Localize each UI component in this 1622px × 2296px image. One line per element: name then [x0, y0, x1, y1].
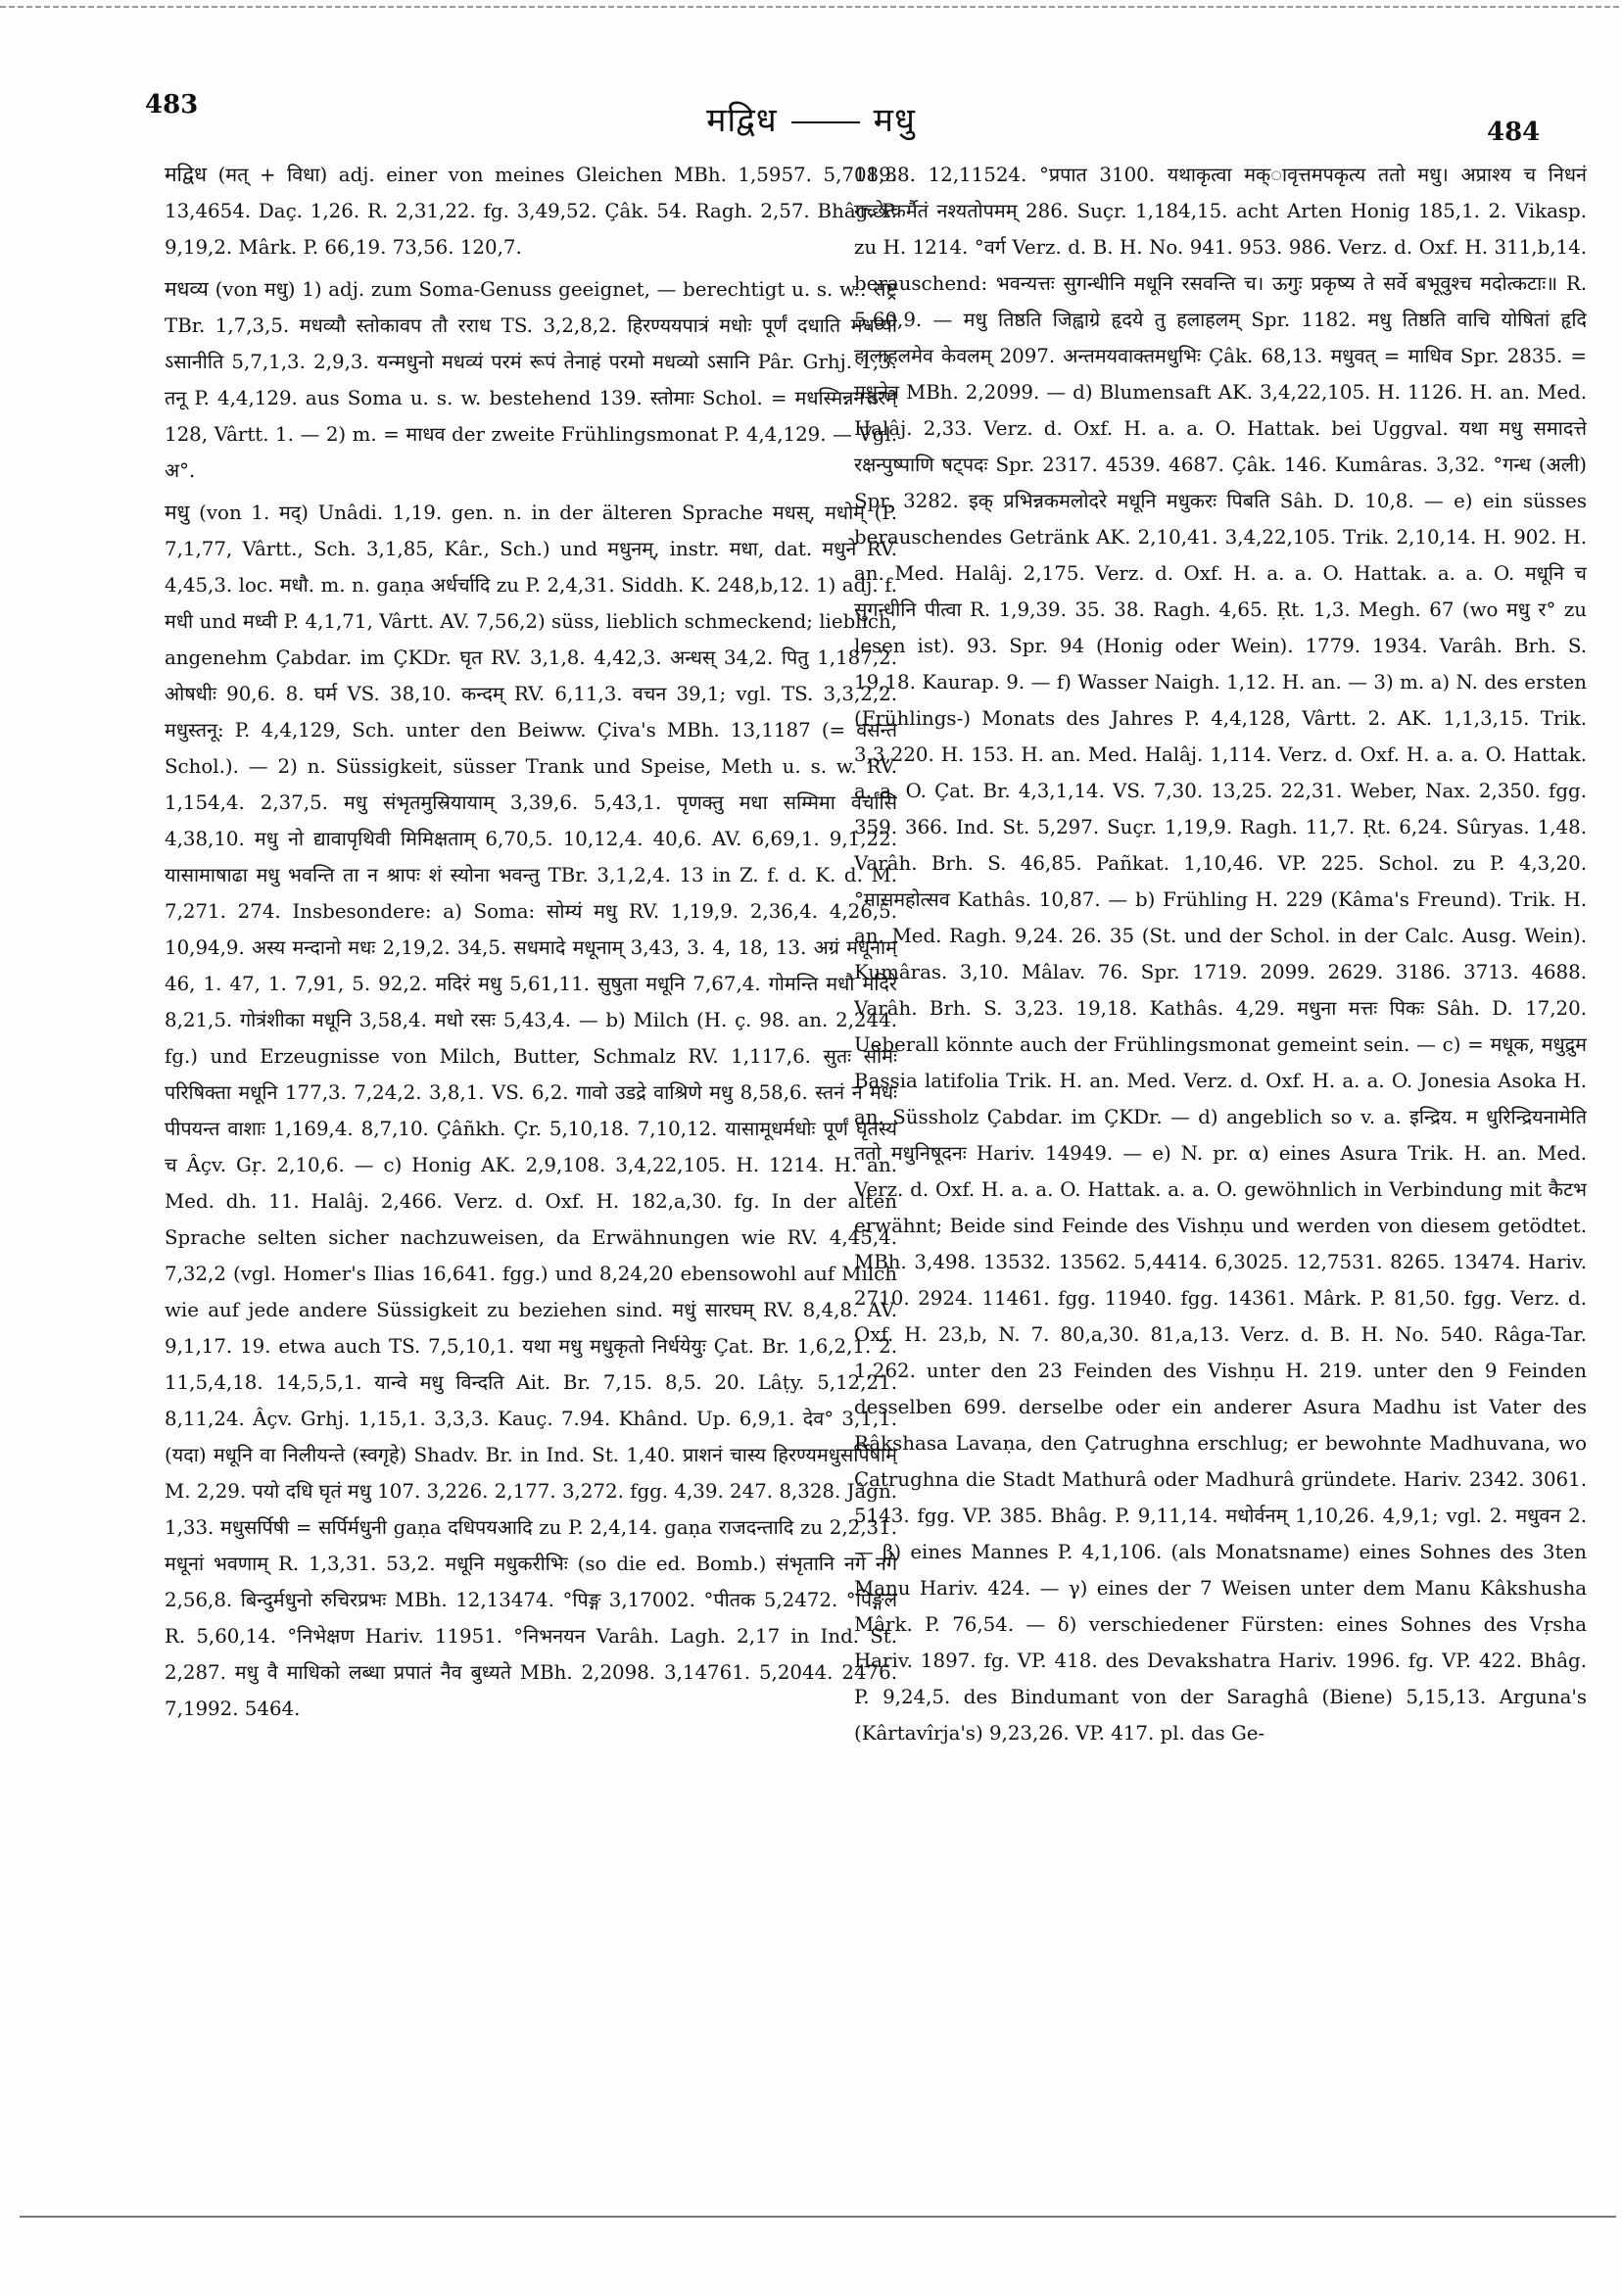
entry-headword: मद्विध	[165, 163, 207, 186]
entry-continuation	[854, 157, 1587, 1751]
page-number-right: 484	[1487, 118, 1541, 147]
entry	[165, 157, 897, 265]
page-number-left: 483	[145, 90, 199, 120]
right-column	[854, 157, 1587, 2204]
entry-text: (von मधु) 1) adj. zum Soma-Genuss geeignet, — berechtigt u. s. w.: राष्ट्र TBr. 1,7,3,5. मधव्यौ स्तोकावप तौ रराध TS. 3,2,8,2. हिरण्ययपात्रं मधोः पूर्णं दधाति मधव्यो ऽसानीति 5,7,1,3. 2,9,3. यन्मधुनो मधव्यं परमं रूपं तेनाहं परमो मधव्यो ऽसानि Pâr. Grhj. 1,3. तनू P. 4,4,129. aus Soma u. s. w. bestehend 139. स्तोमाः Schol. = मधस्मिन्ननत्तरम् 128, Vârtt. 1. — 2) m. = माधव der zweite Frühlingsmonat P. 4,4,129. — Vgl. अ°.	[165, 278, 897, 482]
entry-text: (von 1. मद्) Unâdi. 1,19. gen. n. in der älteren Sprache मधस्, मधोम् (P. 7,1,77, Vârtt., Sch. 3,1,85, Kâr., Sch.) und मधुनम्, instr. मधा, dat. मधुने RV. 4,45,3. loc. मधौ. m. n. gaṇa अर्धर्चादि zu P. 2,4,31. Siddh. K. 248,b,12. 1) adj. f. मधी und मध्वी P. 4,1,71, Vârtt. AV. 7,56,2) süss, lieblich schmeckend; lieblich, angenehm Çabdar. im ÇKDr. घृत RV. 3,1,8. 4,42,3. अन्धस् 34,2. पितु 1,187,2. ओषधीः 90,6. 8. घर्म VS. 38,10. कन्दम् RV. 6,11,3. वचन 39,1; vgl. TS. 3,3,2,2. मधुस्तनू: P. 4,4,129, Sch. unter den Beiww. Çiva's MBh. 13,1187 (= वसन्त Schol.). — 2) n. Süssigkeit, süsser Trank und Speise, Meth u. s. w. RV. 1,154,4. 2,37,5. मधु संभृतमुस्रियायाम् 3,39,6. 5,43,1. पृणक्तु मधा सम्मिमा वर्चांसि 4,38,10. मधु नो द्यावापृथिवी मिमिक्षताम् 6,70,5. 10,12,4. 40,6. AV. 6,69,1. 9,1,22. यासामाषाढा मधु भवन्ति ता न श्रापः शं स्योना भवन्तु TBr. 3,1,2,4. 13 in Z. f. d. K. d. M. 7,271. 274. Insbesondere: a) Soma: सोम्यं मधु RV. 1,19,9. 2,36,4. 4,26,5. 10,94,9. अस्य मन्दानो मधः 2,19,2. 34,5. सधमादे मधूनाम् 3,43, 3. 4, 18, 13. अग्रं मधूनाम् 46, 1. 47, 1. 7,91, 5. 92,2. मदिरं मधु 5,61,11. सुषुता मधूनि 7,67,4. गोमन्ति मधौ मदिरे 8,21,5. गोत्रंशीका मधूनि 3,58,4. मधो रसः 5,43,4. — b) Milch (H. ç. 98. an. 2,244. fg.) und Erzeugnisse von Milch, Butter, Schmalz RV. 1,117,6. सुतः सोमः परिषिक्ता मधूनि 177,3. 7,24,2. 3,8,1. VS. 6,2. गावो उडद्रे वाश्रिणे मधु 8,58,6. स्तनं न मधः पीपयन्त वाशाः 1,169,4. 8,7,10. Çâñkh. Çr. 5,10,18. 7,10,12. यासामूधर्मधोः पूर्णं घृतस्य च Âçv. Gṛ. 2,10,6. — c) Honig AK. 2,9,108. 3,4,22,105. H. 1214. H. an. Med. dh. 11. Halâj. 2,466. Verz. d. Oxf. H. 182,a,30. fg. In der alten Sprache selten sicher nachzuweisen, da Erwähnungen wie RV. 4,45,4. 7,32,2 (vgl. Homer's Ilias 16,641. fgg.) und 8,24,20 ebensowohl auf Milch wie auf jede andere Süssigkeit zu beziehen sind. मधुं सारघम् RV. 8,4,8. AV. 9,1,17. 19. etwa auch TS. 7,5,10,1. यथा मधु मधुकृतो निर्धयेयुः Çat. Br. 1,6,2,1. 2. 11,5,4,18. 14,5,5,1. यान्वे मधु विन्दति Ait. Br. 7,15. 8,5. 20. Lâṭy. 5,12,21. 8,11,24. Âçv. Grhj. 1,15,1. 3,3,3. Kauç. 7.94. Khând. Up. 6,9,1. देव° 3,1,1. (यदा) मधूनि वा निलीयन्ते (स्वगृहे) Shadv. Br. in Ind. St. 1,40. प्राशनं चास्य हिरण्यमधुसर्पिषाम् M. 2,29. पयो दधि घृतं मधु 107. 3,226. 2,177. 3,272. fgg. 4,39. 247. 8,328. Jâgn. 1,33. मधुसर्पिषी = सर्पिर्मधुनी gaṇa दधिपयआदि zu P. 2,4,14. gaṇa राजदन्तादि zu 2,2,31. मधूनां भवणाम् R. 1,3,31. 53,2. मधूनि मधुकरीभिः (so die ed. Bomb.) संभृतानि नगे नगे 2,56,8. बिन्दुर्मधुनो रुचिरप्रभः MBh. 12,13474. °पिङ्ग 3,17002. °पीतक 5,2472. °पिङ्गल R. 5,60,14. °निभेक्षण Hariv. 11951. °निभनयन Varâh. Lagh. 2,17 in Ind. St. 2,287. मधु वै माधिको लब्धा प्रपातं नैव बुध्यते MBh. 2,2098. 3,14761. 5,2044. 2476. 7,1992. 5464.	[165, 502, 897, 1720]
entry-headword: मधव्य	[165, 277, 209, 301]
header-right-word: मधु	[873, 101, 916, 140]
left-column	[165, 157, 897, 2204]
entry-text: 11,38. 12,11524. °प्रपात 3100. यथाकृत्वा मक्ावृत्तमपकृत्य ततो मधु। अप्राश्य च निधनं गच्छेत्कर्मैतं नश्यतोपमम् 286. Suçr. 1,184,15. acht Arten Honig 185,1. 2. Vikasp. zu H. 1214. °वर्ग Verz. d. B. H. No. 941. 953. 986. Verz. d. Oxf. H. 311,b,14. berauschend: भवन्यत्तः सुगन्धीनि मधूनि रसवन्ति च। ऊगुः प्रकृष्य ते सर्वे बभूवुश्च मदोत्कटाः॥ R. 5,60,9. — मधु तिष्ठति जिह्वाग्रे हृदये तु हलाहलम् Spr. 1182. मधु तिष्ठति वाचि योषितां हृदि हालाहलमेव केवलम् 2097. अन्तमयवाक्तमधुभिः Çâk. 68,13. मधुवत् = माधिव Spr. 2835. = मधुनेत्र MBh. 2,2099. — d) Blumensaft AK. 3,4,22,105. H. 1126. H. an. Med. Halâj. 2,33. Verz. d. Oxf. H. a. a. O. Hattak. bei Uggval. यथा मधु समादत्ते रक्षन्पुष्पाणि षट्पदः Spr. 2317. 4539. 4687. Çâk. 146. Kumâras. 3,32. °गन्ध (अली) Spr. 3282. इक् प्रभिन्नकमलोदरे मधूनि मधुकरः पिबति Sâh. D. 10,8. — e) ein süsses berauschendes Getränk AK. 2,10,41. 3,4,22,105. Trik. 2,10,14. H. 902. H. an. Med. Halâj. 2,175. Verz. d. Oxf. H. a. a. O. Hattak. a. a. O. मधूनि च सुगन्धीनि पीत्वा R. 1,9,39. 35. 38. Ragh. 4,65. Ṛt. 1,3. Megh. 67 (wo मधु र° zu lesen ist). 93. Spr. 94 (Honig oder Wein). 1779. 1934. Varâh. Brh. S. 19,18. Kaurap. 9. — f) Wasser Naigh. 1,12. H. an. — 3) m. a) N. des ersten (Frühlings-) Monats des Jahres P. 4,4,128, Vârtt. 2. AK. 1,1,3,15. Trik. 3,3,220. H. 153. H. an. Med. Halâj. 1,114. Verz. d. Oxf. H. a. a. O. Hattak. a. a. O. Çat. Br. 4,3,1,14. VS. 7,30. 13,25. 22,31. Weber, Nax. 2,350. fgg. 359. 366. Ind. St. 5,297. Suçr. 1,19,9. Ragh. 11,7. Ṛt. 6,24. Sûryas. 1,48. Varâh. Brh. S. 46,85. Pañkat. 1,10,46. VP. 225. Schol. zu P. 4,3,20. °मासमहोत्सव Kathâs. 10,87. — b) Frühling H. 229 (Kâma's Freund). Trik. H. an. Med. Ragh. 9,24. 26. 35 (St. und der Schol. in der Calc. Ausg. Wein). Kumâras. 3,10. Mâlav. 76. Spr. 1719. 2099. 2629. 3186. 3713. 4688. Varâh. Brh. S. 3,23. 19,18. Kathâs. 4,29. मधुना मत्तः पिकः Sâh. D. 17,20. Ueberall könnte auch der Frühlingsmonat gemeint sein. — c) = मधूक, मधुद्रुम Bassia latifolia Trik. H. an. Med. Verz. d. Oxf. H. a. a. O. Jonesia Asoka H. an. Süssholz Çabdar. im ÇKDr. — d) angeblich so v. a. इन्द्रिय. म धुरिन्द्रियनामेति ततो मधुनिषूदनः Hariv. 14949. — e) N. pr. α) eines Asura Trik. H. an. Med. Verz. d. Oxf. H. a. a. O. Hattak. a. a. O. gewöhnlich in Verbindung mit कैटभ erwähnt; Beide sind Feinde des Vishṇu und werden von diesem getödtet. MBh. 3,498. 13532. 13562. 5,4414. 6,3025. 12,7531. 8265. 13474. Hariv. 2710. 2924. 11461. fgg. 11940. fgg. 14361. Mârk. P. 81,50. fgg. Verz. d. Oxf. H. 23,b, N. 7. 80,a,30. 81,a,13. Verz. d. B. H. No. 540. Râga-Tar. 1,262. unter den 23 Feinden des Vishṇu H. 219. unter den 9 Feinden desselben 699. derselbe oder ein anderer Asura Madhu ist Vater des Râkshasa Lavaṇa, den Çatrughna erschlug; er bewohnte Madhuvana, wo Çatrughna die Stadt Mathurâ oder Madhurâ gründete. Hariv. 2342. 3061. 5143. fgg. VP. 385. Bhâg. P. 9,11,14. मधोर्वनम् 1,10,26. 4,9,1; vgl. 2. मधुवन 2. — β) eines Mannes P. 4,1,106. (als Monatsname) eines Sohnes des 3ten Manu Hariv. 424. — γ) eines der 7 Weisen unter dem Manu Kâkshusha Mârk. P. 76,54. — δ) verschiedener Fürsten: eines Sohnes des Vṛsha Hariv. 1897. fg. VP. 418. des Devakshatra Hariv. 1996. fg. VP. 422. Bhâg. P. 9,24,5. des Bindumant von der Saraghâ (Biene) 5,15,13. Arguna's (Kârtavîrja's) 9,23,26. VP. 417. pl. das Ge-	[854, 164, 1587, 1745]
entry	[165, 495, 897, 1727]
bottom-rule	[20, 2216, 1616, 2218]
header-left-word: मद्विध	[706, 101, 778, 140]
entry-headword: मधु	[165, 501, 190, 524]
running-header	[588, 96, 1034, 141]
entry-text: (मत् + विधा) adj. einer von meines Gleichen MBh. 1,5957. 5,7089. 13,4654. Daç. 1,26. R. 2,31,22. fg. 3,49,52. Çâk. 54. Ragh. 2,57. Bhâg. P. 9,19,2. Mârk. P. 66,19. 73,56. 120,7.	[165, 164, 897, 259]
entry	[165, 271, 897, 489]
header-dash	[791, 121, 860, 123]
top-edge-rule	[0, 6, 1622, 8]
